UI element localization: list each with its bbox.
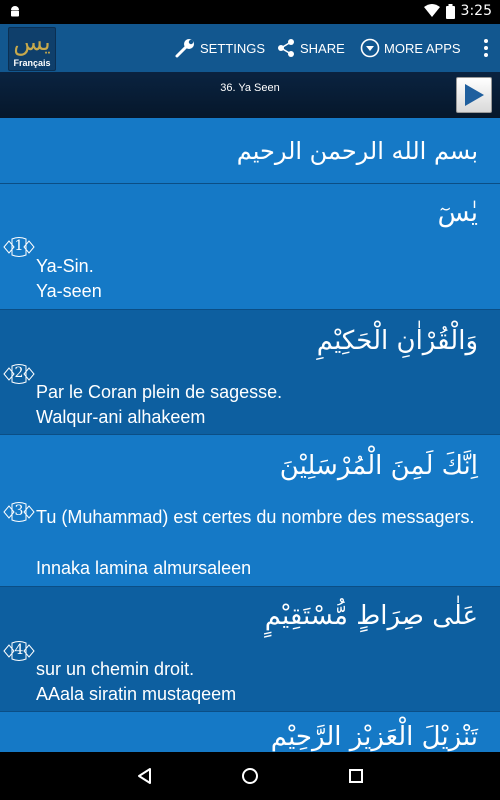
navigation-bar (0, 752, 500, 800)
verse-french: Par le Coran plein de sagesse. (36, 382, 283, 402)
wifi-icon (424, 4, 440, 18)
verse-transliteration: AAala siratin mustaqeem (36, 684, 237, 704)
verse-arabic: يٰسٓ (437, 198, 478, 228)
status-bar (0, 0, 500, 24)
settings-label: SETTINGS (200, 40, 266, 56)
verse-number-badge (2, 501, 36, 523)
verse-number-badge (2, 640, 36, 662)
bismillah: بسم الله الرحمن الرحيم (0, 118, 500, 184)
wrench-icon (174, 37, 196, 59)
verse-transliteration: Innaka lamina almursaleen (36, 558, 252, 578)
verse-french: Ya-Sin. (36, 256, 94, 276)
verse-row[interactable] (0, 310, 500, 435)
verse-number: 2 (14, 365, 24, 381)
app-logo[interactable] (8, 27, 56, 71)
recents-icon[interactable] (346, 766, 366, 786)
surah-title: 36. Ya Seen (220, 82, 280, 94)
verse-arabic: وَالْقُرْاٰنِ الْحَكِيْمِ (316, 326, 478, 356)
status-time: 3:25 (460, 3, 492, 19)
verse-arabic: اِنَّكَ لَمِنَ الْمُرْسَلِيْنَ (279, 451, 478, 481)
verse-row[interactable] (0, 435, 500, 587)
verse-list[interactable] (0, 118, 500, 752)
verse-arabic: تَنْزِيْلَ الْعَزِيْزِ الرَّحِيْمِ (270, 722, 478, 752)
home-icon[interactable] (240, 766, 260, 786)
settings-button[interactable] (174, 24, 265, 72)
play-button[interactable] (456, 77, 492, 113)
share-button[interactable] (276, 24, 345, 72)
verse-row[interactable] (0, 712, 500, 752)
verse-number: 1 (14, 238, 24, 254)
logo-arabic: يس (13, 28, 51, 56)
back-icon[interactable] (135, 766, 155, 786)
verse-number: 3 (14, 503, 24, 519)
verse-transliteration: Ya-seen (36, 281, 102, 301)
verse-transliteration: Walqur-ani alhakeem (36, 407, 206, 427)
share-icon (276, 38, 296, 58)
logo-caption: Français (13, 58, 51, 68)
app-bar (0, 24, 500, 72)
verse-french: Tu (Muhammad) est certes du nombre des messagers. (36, 507, 475, 527)
verse-row[interactable] (0, 184, 500, 310)
overflow-menu-icon[interactable] (476, 24, 496, 72)
more-apps-label: MORE APPS (384, 40, 461, 56)
verse-french: sur un chemin droit. (36, 659, 195, 679)
chevron-down-circle-icon (360, 38, 380, 58)
verse-number: 4 (14, 642, 24, 658)
android-notification-icon (8, 4, 22, 18)
share-label: SHARE (300, 40, 345, 56)
verse-number-badge (2, 363, 36, 385)
battery-icon (446, 4, 455, 19)
verse-row[interactable] (0, 587, 500, 712)
player-bar (0, 72, 500, 118)
more-apps-button[interactable] (360, 24, 461, 72)
verse-arabic: عَلٰى صِرَاطٍ مُّسْتَقِيْمٍ (264, 601, 478, 631)
verse-number-badge (2, 236, 36, 258)
play-icon (463, 83, 485, 107)
